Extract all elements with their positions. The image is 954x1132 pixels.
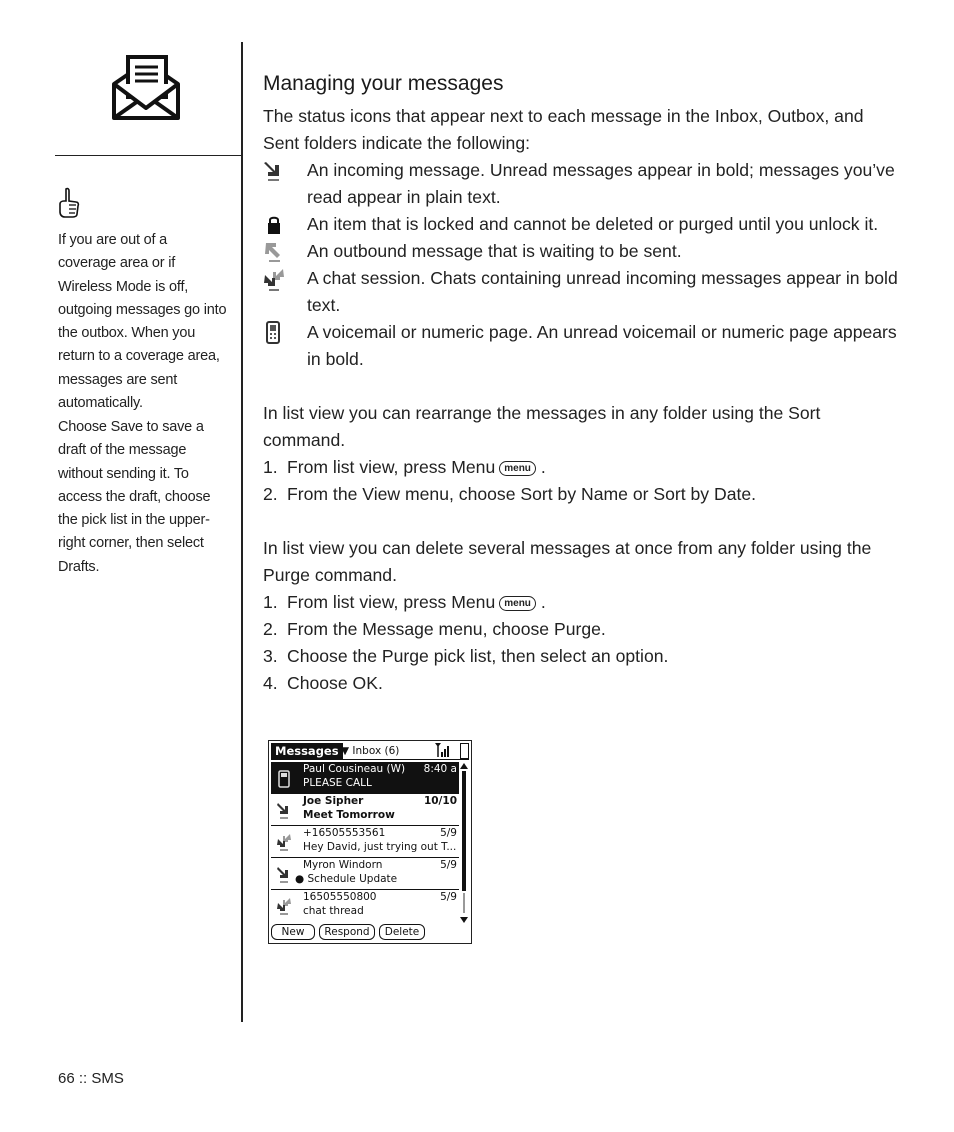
voicemail-icon xyxy=(277,770,291,788)
purge-step xyxy=(263,589,903,616)
outbound-message-icon xyxy=(263,240,285,264)
status-icon-item xyxy=(263,211,903,238)
delete-button[interactable]: Delete xyxy=(379,924,425,940)
chat-session-icon xyxy=(277,898,291,916)
step-number: 4. xyxy=(263,673,278,693)
purge-step xyxy=(263,643,903,670)
status-icon-text: An outbound message that is waiting to be sent. xyxy=(307,241,682,261)
step-number: 2. xyxy=(263,484,278,504)
message-date: 8:40 a xyxy=(423,763,457,775)
purge-step xyxy=(263,670,903,697)
lock-icon: ● xyxy=(295,873,305,885)
message-sender: +16505553561 xyxy=(303,827,386,839)
sort-step xyxy=(263,481,903,508)
step-suffix: . xyxy=(540,457,546,477)
step-number: 2. xyxy=(263,619,278,639)
status-icon-text: A voicemail or numeric page. An unread voicemail or numeric page appears in bold. xyxy=(307,322,897,369)
page-footer xyxy=(58,1070,124,1087)
purge-intro: In list view you can delete several messages at once from any folder using the Purge command. xyxy=(263,538,872,585)
message-sender: Paul Cousineau (W) xyxy=(303,763,406,775)
lock-icon xyxy=(263,213,285,237)
pointing-hand-icon xyxy=(57,187,81,219)
status-icon-item xyxy=(263,157,903,211)
step-number: 1. xyxy=(263,457,278,477)
sidebar-tip-1 xyxy=(58,229,228,415)
incoming-message-icon xyxy=(277,802,291,820)
respond-button[interactable]: Respond xyxy=(319,924,375,940)
signal-icon xyxy=(435,743,451,757)
status-icon-text: An incoming message. Unread messages appear in bold; messages you’ve read appear in plain text. xyxy=(307,160,895,207)
message-subject: chat thread xyxy=(303,905,364,917)
envelope-icon xyxy=(110,54,182,122)
step-text: From list view, press Menu xyxy=(287,592,496,612)
message-subject: Hey David, just trying out T... xyxy=(303,841,457,853)
message-sender: Joe Sipher xyxy=(303,795,364,807)
sort-step xyxy=(263,454,903,481)
menu-button-icon: menu xyxy=(499,596,536,611)
message-date: 5/9 xyxy=(440,827,457,839)
sort-intro: In list view you can rearrange the messages in any folder using the Sort command. xyxy=(263,403,821,450)
sidebar-rule xyxy=(55,155,242,156)
message-subject: PLEASE CALL xyxy=(303,777,372,789)
incoming-message-icon xyxy=(263,159,285,183)
battery-icon xyxy=(460,743,469,759)
step-text: From list view, press Menu xyxy=(287,457,496,477)
section-name: SMS xyxy=(91,1070,124,1087)
step-text: From the View menu, choose Sort by Name or Sort by Date. xyxy=(287,484,757,504)
new-button[interactable]: New xyxy=(271,924,315,940)
tip-paragraph: If you are out of a coverage area or if Wireless Mode is off, outgoing messages go into the outbox. When you return to a coverage area, messages are sent automatically. xyxy=(58,232,227,412)
status-icon-item xyxy=(263,265,903,319)
main-content xyxy=(263,70,903,697)
app-title: Messages xyxy=(271,743,343,759)
sidebar-tip-2 xyxy=(58,416,228,579)
step-text: Choose OK. xyxy=(287,673,383,693)
step-number: 1. xyxy=(263,592,278,612)
step-text: From the Message menu, choose Purge. xyxy=(287,619,606,639)
step-number: 3. xyxy=(263,646,278,666)
chat-session-icon xyxy=(263,267,285,291)
message-row[interactable] xyxy=(271,762,459,794)
scrollbar[interactable] xyxy=(460,763,468,923)
menu-button-icon: menu xyxy=(499,461,536,476)
status-icon-text: An item that is locked and cannot be deleted or purged until you unlock it. xyxy=(307,214,879,234)
step-suffix: . xyxy=(540,592,546,612)
message-sender: Myron Windorn xyxy=(303,859,383,871)
purge-step xyxy=(263,616,903,643)
status-icon-item xyxy=(263,238,903,265)
vertical-rule xyxy=(241,42,243,1022)
footer-separator: :: xyxy=(78,1070,88,1087)
message-row[interactable] xyxy=(271,826,459,858)
step-text: Choose the Purge pick list, then select an option. xyxy=(287,646,669,666)
message-row[interactable] xyxy=(271,794,459,826)
messages-screenshot xyxy=(268,740,472,944)
page-number: 66 xyxy=(58,1070,75,1087)
voicemail-icon xyxy=(263,321,285,345)
message-date: 5/9 xyxy=(440,891,457,903)
incoming-message-icon xyxy=(277,866,291,884)
folder-label: Inbox (6) xyxy=(352,745,400,757)
message-row[interactable] xyxy=(271,858,459,890)
status-icon-text: A chat session. Chats containing unread incoming messages appear in bold text. xyxy=(307,268,898,315)
message-date: 5/9 xyxy=(440,859,457,871)
tip-paragraph: Choose Save to save a draft of the message without sending it. To access the draft, choose the pick list in the upper-right corner, then select Drafts. xyxy=(58,419,211,575)
message-date: 10/10 xyxy=(423,795,457,807)
chevron-down-icon: ▼ xyxy=(341,745,350,757)
message-subject: Meet Tomorrow xyxy=(303,809,395,821)
intro-paragraph: The status icons that appear next to each message in the Inbox, Outbox, and Sent folders indicate the following: xyxy=(263,106,864,153)
page-heading: Managing your messages xyxy=(263,72,504,95)
message-row[interactable] xyxy=(271,890,459,921)
status-icon-item xyxy=(263,319,903,373)
chat-session-icon xyxy=(277,834,291,852)
message-subject: Schedule Update xyxy=(307,873,398,885)
folder-picklist[interactable] xyxy=(341,743,399,759)
message-sender: 16505550800 xyxy=(303,891,377,903)
